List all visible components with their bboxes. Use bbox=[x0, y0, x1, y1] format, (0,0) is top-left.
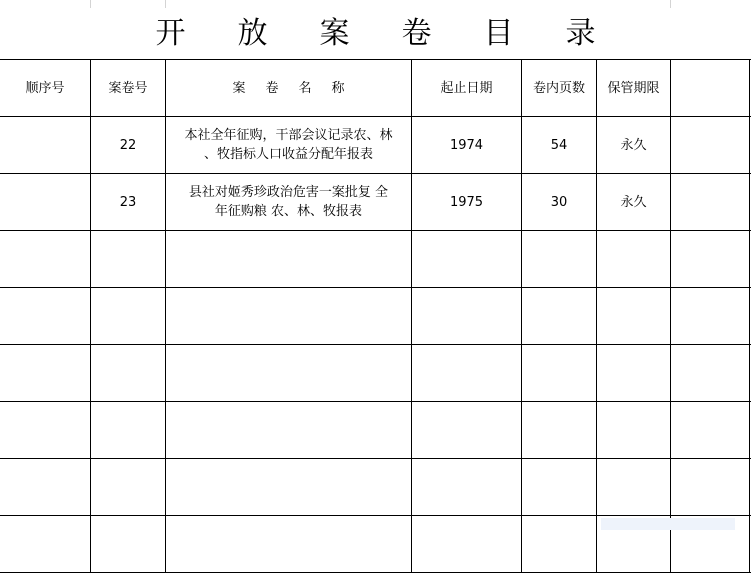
table-row-2-seq bbox=[0, 174, 90, 230]
table-row-1-seq bbox=[0, 117, 90, 173]
header-date-range: 起止日期 bbox=[440, 80, 493, 96]
header-seq: 顺序号 bbox=[25, 80, 65, 96]
table-border bbox=[0, 230, 751, 231]
header-file-no: 案卷号 bbox=[108, 80, 148, 96]
table-border bbox=[670, 59, 671, 573]
file-name-line: 年征购粮 农、林、牧报表 bbox=[214, 204, 363, 219]
table-border bbox=[749, 59, 750, 573]
table-border bbox=[0, 401, 751, 402]
header-retention: 保管期限 bbox=[607, 80, 660, 96]
table-border bbox=[0, 515, 751, 516]
cell-selection-highlight bbox=[601, 518, 735, 530]
file-name-line: 县社对姬秀珍政治危害一案批复 全 bbox=[188, 185, 389, 200]
table-row-2-file-no: 23 bbox=[119, 194, 137, 210]
table-row-2-retention: 永久 bbox=[620, 194, 647, 210]
title-text: 开放案卷目录 bbox=[155, 16, 648, 51]
table-row-1-file-no: 22 bbox=[119, 137, 137, 153]
file-name-line: 、牧指标人口收益分配年报表 bbox=[203, 147, 373, 162]
table-border bbox=[0, 458, 751, 459]
table-row-1-pages: 54 bbox=[550, 137, 568, 153]
table-row-1-date: 1974 bbox=[449, 137, 484, 153]
table-row-2-pages: 30 bbox=[550, 194, 568, 210]
file-name-line: 本社全年征购，干部会议记录农、林 bbox=[184, 128, 393, 143]
table-row-2-date: 1975 bbox=[449, 194, 484, 210]
header-pages: 卷内页数 bbox=[532, 80, 585, 96]
table-border bbox=[0, 287, 751, 288]
table-row-1-file-name bbox=[166, 117, 411, 173]
table-border bbox=[0, 572, 751, 573]
table-row-2-file-name bbox=[166, 174, 411, 230]
table-border bbox=[0, 344, 751, 345]
table-row-1-retention: 永久 bbox=[620, 137, 647, 153]
document-title bbox=[0, 0, 751, 60]
header-file-name: 案卷名称 bbox=[232, 80, 365, 96]
